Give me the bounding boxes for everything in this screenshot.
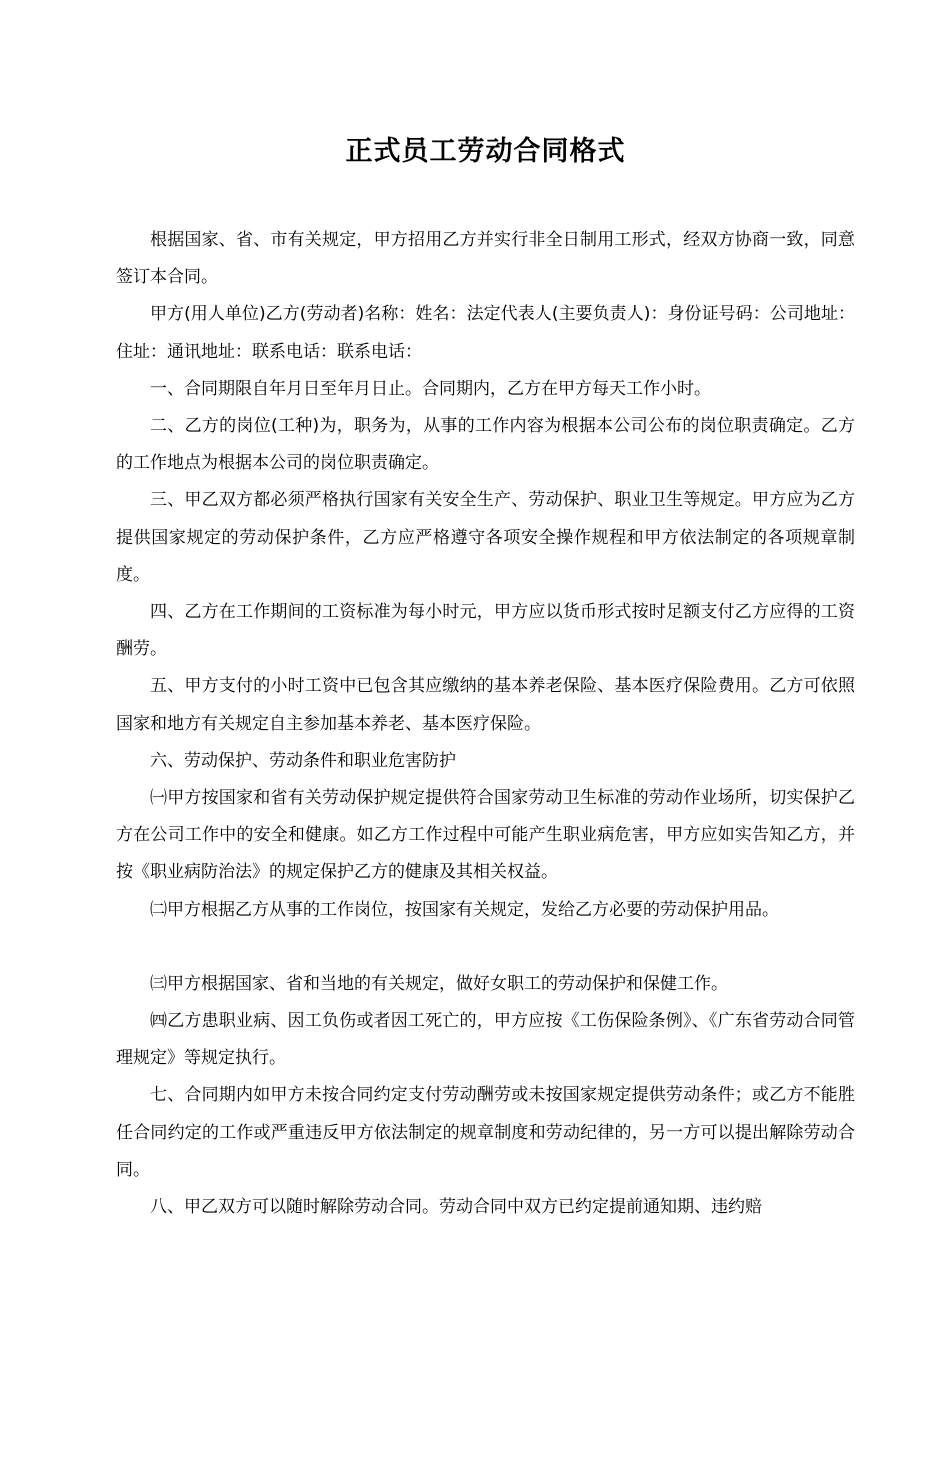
paragraph-clause-6: 六、劳动保护、劳动条件和职业危害防护 xyxy=(150,750,456,771)
paragraph-clause-2: 二、乙方的岗位(工种)为，职务为，从事的工作内容为根据本公司公布的岗位职责确定。乙方的工作地点为根据本公司的岗位职责确定。 xyxy=(116,416,855,474)
paragraph-clause-6-item-4: ㈣乙方患职业病、因工负伤或者因工死亡的，甲方应按《工伤保险条例》、《广东省劳动合同管理规定》等规定执行。 xyxy=(116,1011,855,1069)
paragraph-clause-5: 五、甲方支付的小时工资中已包含其应缴纳的基本养老保险、基本医疗保险费用。乙方可依照国家和地方有关规定自主参加基本养老、基本医疗保险。 xyxy=(116,676,855,734)
paragraph-clause-7: 七、合同期内如甲方未按合同约定支付劳动酬劳或未按国家规定提供劳动条件；或乙方不能胜任合同约定的工作或严重违反甲方依法制定的规章制度和劳动纪律的，另一方可以提出解除劳动合同。 xyxy=(116,1085,855,1180)
document-body xyxy=(116,222,855,1226)
paragraph-clause-4: 四、乙方在工作期间的工资标准为每小时元，甲方应以货币形式按时足额支付乙方应得的工资酬劳。 xyxy=(116,602,855,660)
paragraph-clause-1: 一、合同期限自年月日至年月日止。合同期内，乙方在甲方每天工作小时。 xyxy=(150,378,711,399)
paragraph-preamble: 根据国家、省、市有关规定，甲方招用乙方并实行非全日制用工形式，经双方协商一致，同意签订本合同。 xyxy=(116,230,855,288)
paragraph-clause-3: 三、甲乙双方都必须严格执行国家有关安全生产、劳动保护、职业卫生等规定。甲方应为乙方提供国家规定的劳动保护条件，乙方应严格遵守各项安全操作规程和甲方依法制定的各项规章制度。 xyxy=(116,490,855,585)
paragraph-clause-8: 八、甲乙双方可以随时解除劳动合同。劳动合同中双方已约定提前通知期、违约赔 xyxy=(150,1197,762,1218)
document-title: 正式员工劳动合同格式 xyxy=(345,136,626,167)
paragraph-clause-6-item-2: ㈡甲方根据乙方从事的工作岗位，按国家有关规定，发给乙方必要的劳动保护用品。 xyxy=(150,899,779,920)
paragraph-clause-6-item-1: ㈠甲方按国家和省有关劳动保护规定提供符合国家劳动卫生标准的劳动作业场所，切实保护乙方在公司工作中的安全和健康。如乙方工作过程中可能产生职业病危害，甲方应如实告知乙方，并按《职业病防治法》的规定保护乙方的健康及其相关权益。 xyxy=(116,788,855,883)
paragraph-clause-6-item-3: ㈢甲方根据国家、省和当地的有关规定，做好女职工的劳动保护和保健工作。 xyxy=(150,973,728,994)
document-page xyxy=(0,132,950,1476)
paragraph-parties: 甲方(用人单位)乙方(劳动者)名称：姓名：法定代表人(主要负责人)：身份证号码：公司地址：住址：通讯地址：联系电话：联系电话： xyxy=(116,304,855,362)
